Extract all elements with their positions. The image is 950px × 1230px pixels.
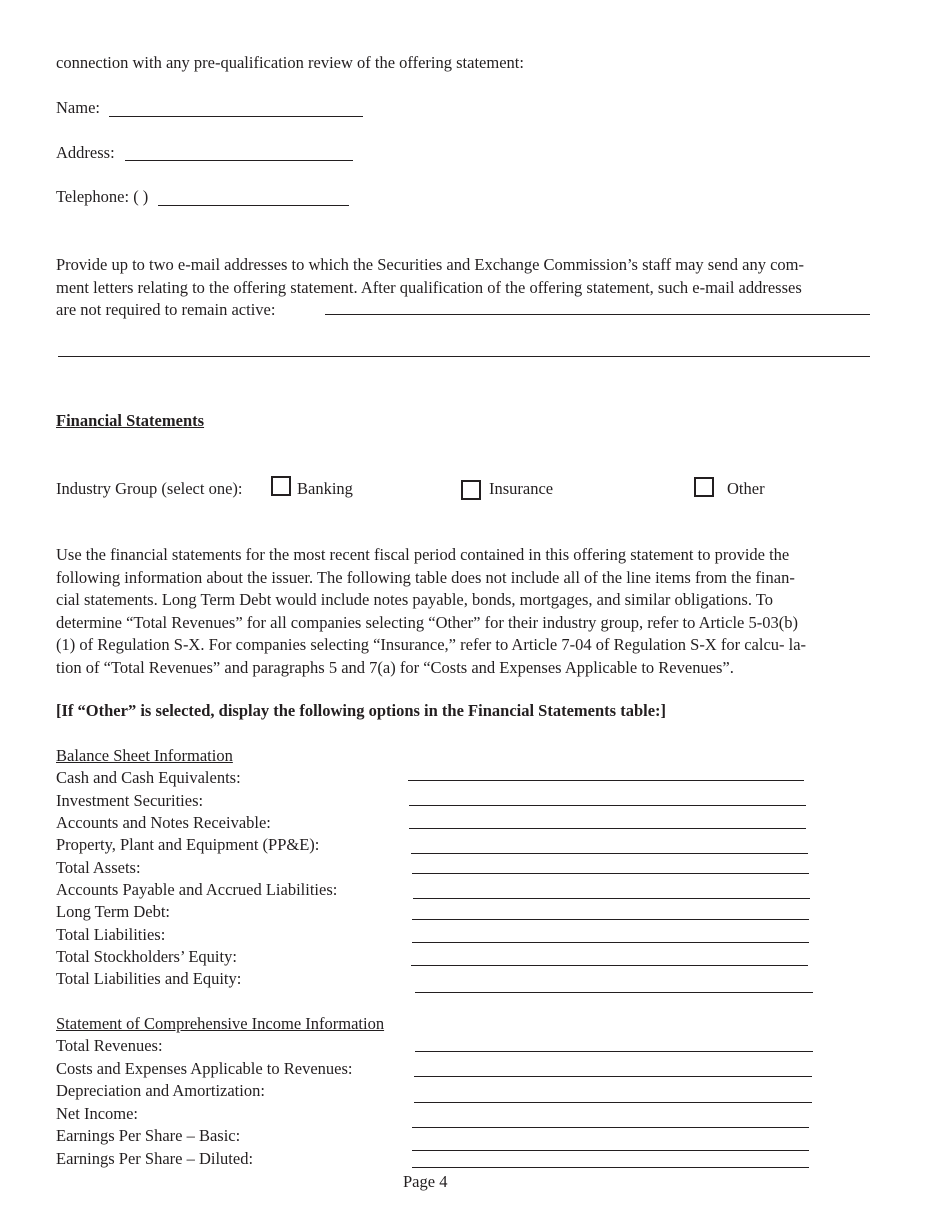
email-field-2[interactable] [58, 356, 870, 357]
income-item-field[interactable] [414, 1102, 812, 1103]
balance-item-field[interactable] [411, 853, 808, 854]
banking-label: Banking [297, 479, 353, 498]
income-item-field[interactable] [412, 1167, 809, 1168]
income-item-label: Net Income: [56, 1104, 139, 1123]
income-item-label: Depreciation and Amortization: [56, 1081, 265, 1100]
financial-instructions-line: following information about the issuer. The following table does not include all of the line items from the finan- [56, 567, 795, 587]
balance-item-field[interactable] [409, 828, 806, 829]
financial-instructions-line: determine “Total Revenues” for all companies selecting “Other” for their industry group, refer to Article 5-03(b) [56, 612, 798, 632]
balance-item-label: Total Liabilities and Equity: [56, 969, 242, 988]
balance-item-field[interactable] [415, 992, 813, 993]
address-field[interactable] [125, 160, 353, 161]
income-item-label: Costs and Expenses Applicable to Revenues: [56, 1059, 353, 1078]
financial-instructions-line: (1) of Regulation S-X. For companies selecting “Insurance,” refer to Article 7-04 of Regulation S-X for calcu- la- [56, 635, 807, 654]
balance-item-label: Total Liabilities: [56, 925, 166, 944]
income-item-field[interactable] [412, 1150, 809, 1151]
income-statement-heading: Statement of Comprehensive Income Information [56, 1014, 385, 1033]
income-item-field[interactable] [412, 1127, 809, 1128]
email-instructions-line: are not required to remain active: [56, 300, 276, 319]
balance-item-field[interactable] [412, 873, 809, 874]
email-instructions-line: ment letters relating to the offering statement. After qualification of the offering statement, such e-mail addresses [56, 277, 802, 297]
financial-heading: Financial Statements [56, 411, 205, 430]
income-item-label: Earnings Per Share – Basic: [56, 1126, 241, 1145]
financial-instructions [56, 544, 892, 679]
balance-item-label: Total Assets: [56, 858, 141, 877]
balance-sheet-heading: Balance Sheet Information [56, 746, 233, 765]
income-item-label: Total Revenues: [56, 1036, 163, 1055]
email-instructions [56, 254, 892, 322]
email-instructions-line: Provide up to two e-mail addresses to which the Securities and Exchange Commission’s staff may send any com- [56, 255, 805, 274]
email-field-1[interactable] [325, 314, 870, 315]
income-item-field[interactable] [415, 1051, 813, 1052]
name-field[interactable] [109, 116, 363, 117]
balance-item-label: Accounts Payable and Accrued Liabilities: [56, 880, 338, 899]
insurance-label: Insurance [489, 479, 554, 498]
balance-item-label: Total Stockholders’ Equity: [56, 947, 237, 966]
income-item-label: Earnings Per Share – Diluted: [56, 1149, 254, 1168]
other-checkbox[interactable] [694, 477, 714, 497]
name-label: Name: [56, 98, 100, 117]
insurance-checkbox[interactable] [461, 480, 481, 500]
balance-item-field[interactable] [413, 898, 810, 899]
address-label: Address: [56, 143, 115, 162]
balance-item-field[interactable] [412, 919, 809, 920]
contact-intro: connection with any pre-qualification review of the offering statement: [56, 53, 524, 72]
telephone-field[interactable] [158, 205, 349, 206]
balance-item-label: Investment Securities: [56, 791, 204, 810]
other-note: [If “Other” is selected, display the following options in the Financial Statements table:] [56, 701, 667, 720]
page-number: Page 4 [403, 1172, 448, 1191]
financial-instructions-line: cial statements. Long Term Debt would include notes payable, bonds, mortgages, and similar obligations. To [56, 590, 773, 609]
income-item-field[interactable] [414, 1076, 812, 1077]
financial-instructions-line: tion of “Total Revenues” and paragraphs 5 and 7(a) for “Costs and Expenses Applicable to Revenues”. [56, 657, 734, 677]
balance-item-label: Property, Plant and Equipment (PP&E): [56, 835, 320, 854]
financial-instructions-line: Use the financial statements for the most recent fiscal period contained in this offering statement to provide the [56, 545, 790, 564]
balance-item-label: Cash and Cash Equivalents: [56, 768, 241, 787]
balance-item-field[interactable] [412, 942, 809, 943]
balance-item-label: Accounts and Notes Receivable: [56, 813, 271, 832]
balance-item-field[interactable] [411, 965, 808, 966]
telephone-label: Telephone: ( ) [56, 187, 149, 206]
balance-item-field[interactable] [409, 805, 806, 806]
other-label: Other [727, 479, 765, 498]
balance-item-label: Long Term Debt: [56, 902, 171, 921]
banking-checkbox[interactable] [271, 476, 291, 496]
industry-group-label: Industry Group (select one): [56, 479, 243, 498]
balance-item-field[interactable] [408, 780, 804, 781]
